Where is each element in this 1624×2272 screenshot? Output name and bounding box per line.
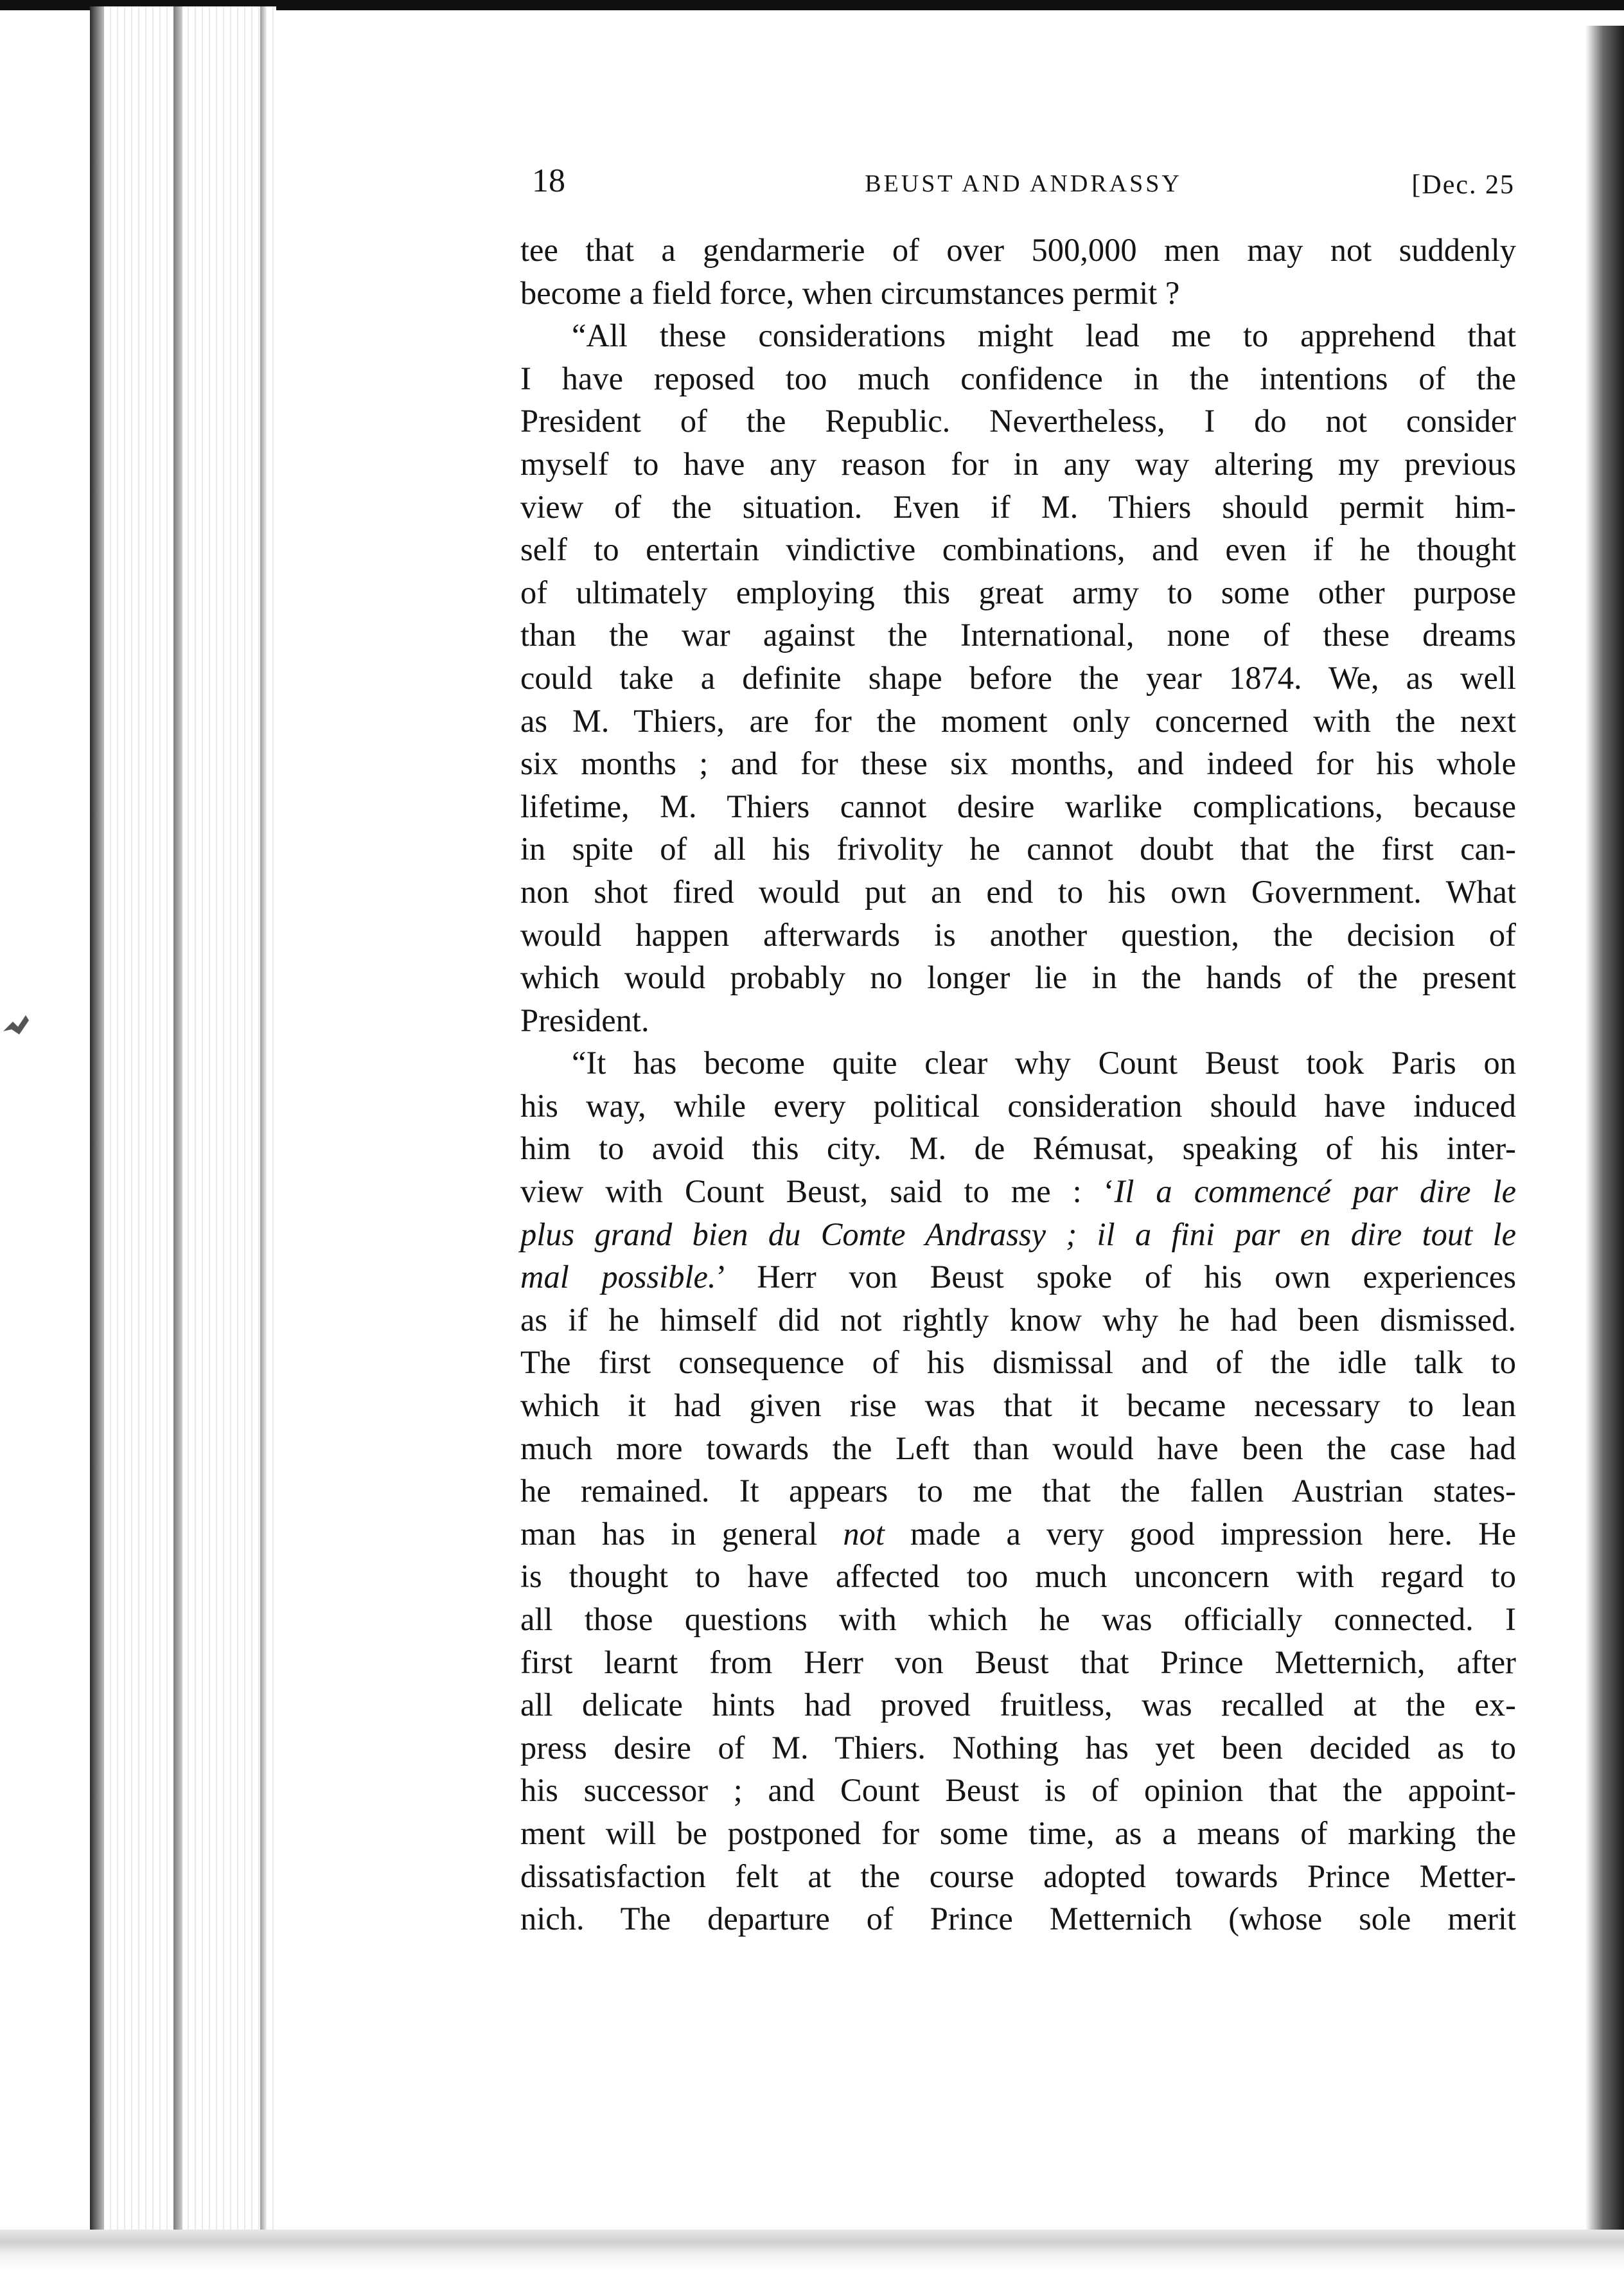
running-head: BEUST AND ANDRASSY bbox=[865, 170, 1182, 197]
text-line bbox=[520, 785, 1516, 828]
text-line bbox=[520, 1127, 1516, 1170]
text-line bbox=[520, 1897, 1516, 1940]
text-line bbox=[520, 1299, 1516, 1342]
book-gutter-shadow bbox=[260, 6, 267, 2230]
text-line bbox=[520, 914, 1516, 957]
line-text: view of the situation. Even if M. Thiers should permit him- bbox=[520, 488, 1516, 525]
line-text: man has in general bbox=[520, 1515, 843, 1552]
line-text: non shot fired would put an end to his own Government. What bbox=[520, 873, 1516, 910]
line-text: dissatisfaction felt at the course adopted towards Prince Metter- bbox=[520, 1858, 1516, 1894]
text-line bbox=[520, 1427, 1516, 1470]
page-header bbox=[532, 161, 1515, 212]
text-line bbox=[520, 1170, 1516, 1213]
text-line bbox=[520, 314, 1516, 357]
line-text: lifetime, M. Thiers cannot desire warlike complications, because bbox=[520, 788, 1516, 824]
text-line bbox=[520, 1042, 1516, 1085]
line-text: I have reposed too much confidence in the intentions of the bbox=[520, 360, 1516, 396]
text-line bbox=[520, 229, 1516, 272]
text-line bbox=[520, 571, 1516, 614]
scan-border-bottom bbox=[0, 2230, 1624, 2272]
line-text: become a field force, when circumstances permit ? bbox=[520, 274, 1180, 311]
line-text: “All these considerations might lead me to apprehend that bbox=[572, 317, 1516, 354]
line-text: as M. Thiers, are for the moment only concerned with the next bbox=[520, 702, 1516, 739]
text-line bbox=[520, 1341, 1516, 1384]
line-text: he remained. It appears to me that the fallen Austrian states- bbox=[520, 1473, 1516, 1509]
line-text: him to avoid this city. M. de Rémusat, speaking of his inter- bbox=[520, 1130, 1516, 1167]
scan-border-right bbox=[1585, 26, 1624, 2236]
line-text: first learnt from Herr von Beust that Prince Metternich, after bbox=[520, 1644, 1516, 1680]
line-text: which it had given rise was that it became necessary to lean bbox=[520, 1387, 1516, 1424]
line-text: press desire of M. Thiers. Nothing has yet been decided as to bbox=[520, 1729, 1516, 1766]
line-text: President. bbox=[520, 1002, 649, 1038]
text-line bbox=[520, 1683, 1516, 1726]
text-line bbox=[520, 614, 1516, 657]
page-number: 18 bbox=[532, 163, 565, 199]
text-line bbox=[520, 1213, 1516, 1256]
line-text: self to entertain vindictive combinations, and even if he thought bbox=[520, 531, 1516, 568]
text-line bbox=[520, 828, 1516, 871]
scan-speck-icon bbox=[0, 1009, 39, 1041]
italic-text: Il a commencé par dire le bbox=[1114, 1173, 1517, 1210]
text-line bbox=[520, 956, 1516, 999]
text-line bbox=[520, 1085, 1516, 1128]
line-text: of ultimately employing this great army to some other purpose bbox=[520, 574, 1516, 610]
text-line bbox=[520, 1769, 1516, 1812]
line-text: myself to have any reason for in any way altering my previous bbox=[520, 445, 1516, 482]
line-text: much more towards the Left than would have been the case had bbox=[520, 1430, 1516, 1466]
line-text: all those questions with which he was officially connected. I bbox=[520, 1601, 1516, 1637]
text-line bbox=[520, 1726, 1516, 1770]
text-line bbox=[520, 1598, 1516, 1641]
italic-text: plus grand bien du Comte Andrassy ; il a fini par en dire tout le bbox=[520, 1216, 1516, 1252]
text-line bbox=[520, 1513, 1516, 1556]
text-line bbox=[520, 999, 1516, 1042]
text-line bbox=[520, 1555, 1516, 1598]
line-text: which would probably no longer lie in the hands of the present bbox=[520, 959, 1516, 996]
text-line bbox=[520, 700, 1516, 743]
line-text: than the war against the International, none of these dreams bbox=[520, 617, 1516, 653]
line-text: ment will be postponed for some time, as a means of marking the bbox=[520, 1815, 1516, 1851]
line-text: “It has become quite clear why Count Beust took Paris on bbox=[572, 1045, 1516, 1081]
line-text: as if he himself did not rightly know why he had been dismissed. bbox=[520, 1301, 1516, 1338]
running-date: [Dec. 25 bbox=[1411, 170, 1515, 200]
text-line bbox=[520, 443, 1516, 486]
italic-text: not bbox=[843, 1515, 885, 1552]
text-line bbox=[520, 1855, 1516, 1898]
text-line bbox=[520, 1641, 1516, 1684]
line-text: The first consequence of his dismissal and of the idle talk to bbox=[520, 1344, 1516, 1381]
book-page-edges bbox=[90, 6, 276, 2230]
line-text: made a very good impression here. He bbox=[884, 1515, 1516, 1552]
text-line bbox=[520, 1469, 1516, 1513]
line-text: six months ; and for these six months, and indeed for his whole bbox=[520, 745, 1516, 782]
line-text: his successor ; and Count Beust is of opinion that the appoint- bbox=[520, 1772, 1516, 1809]
body-text bbox=[520, 229, 1516, 1940]
line-text: ’ Herr von Beust spoke of his own experiences bbox=[716, 1259, 1516, 1295]
italic-text: mal possible. bbox=[520, 1259, 716, 1295]
text-line bbox=[520, 1384, 1516, 1427]
line-text: his way, while every political consideration should have induced bbox=[520, 1087, 1516, 1124]
text-line bbox=[520, 272, 1516, 315]
line-text: President of the Republic. Nevertheless, I do not consider bbox=[520, 403, 1516, 439]
text-line bbox=[520, 357, 1516, 400]
text-line bbox=[520, 528, 1516, 571]
text-line bbox=[520, 400, 1516, 443]
line-text: all delicate hints had proved fruitless, was recalled at the ex- bbox=[520, 1687, 1516, 1723]
book-spine-shadow bbox=[173, 6, 182, 2230]
line-text: tee that a gendarmerie of over 500,000 men may not suddenly bbox=[520, 232, 1516, 268]
text-line bbox=[520, 657, 1516, 700]
line-text: view with Count Beust, said to me : ‘ bbox=[520, 1173, 1115, 1210]
line-text: would happen afterwards is another question, the decision of bbox=[520, 916, 1516, 953]
line-text: could take a definite shape before the year 1874. We, as well bbox=[520, 659, 1516, 696]
book-spine bbox=[90, 6, 104, 2230]
line-text: is thought to have affected too much unconcern with regard to bbox=[520, 1558, 1516, 1595]
line-text: nich. The departure of Prince Metternich (whose sole merit bbox=[520, 1901, 1516, 1937]
text-line bbox=[520, 486, 1516, 529]
text-line bbox=[520, 1812, 1516, 1855]
text-line bbox=[520, 871, 1516, 914]
text-line bbox=[520, 742, 1516, 785]
line-text: in spite of all his frivolity he cannot doubt that the first can- bbox=[520, 831, 1516, 867]
text-line bbox=[520, 1256, 1516, 1299]
